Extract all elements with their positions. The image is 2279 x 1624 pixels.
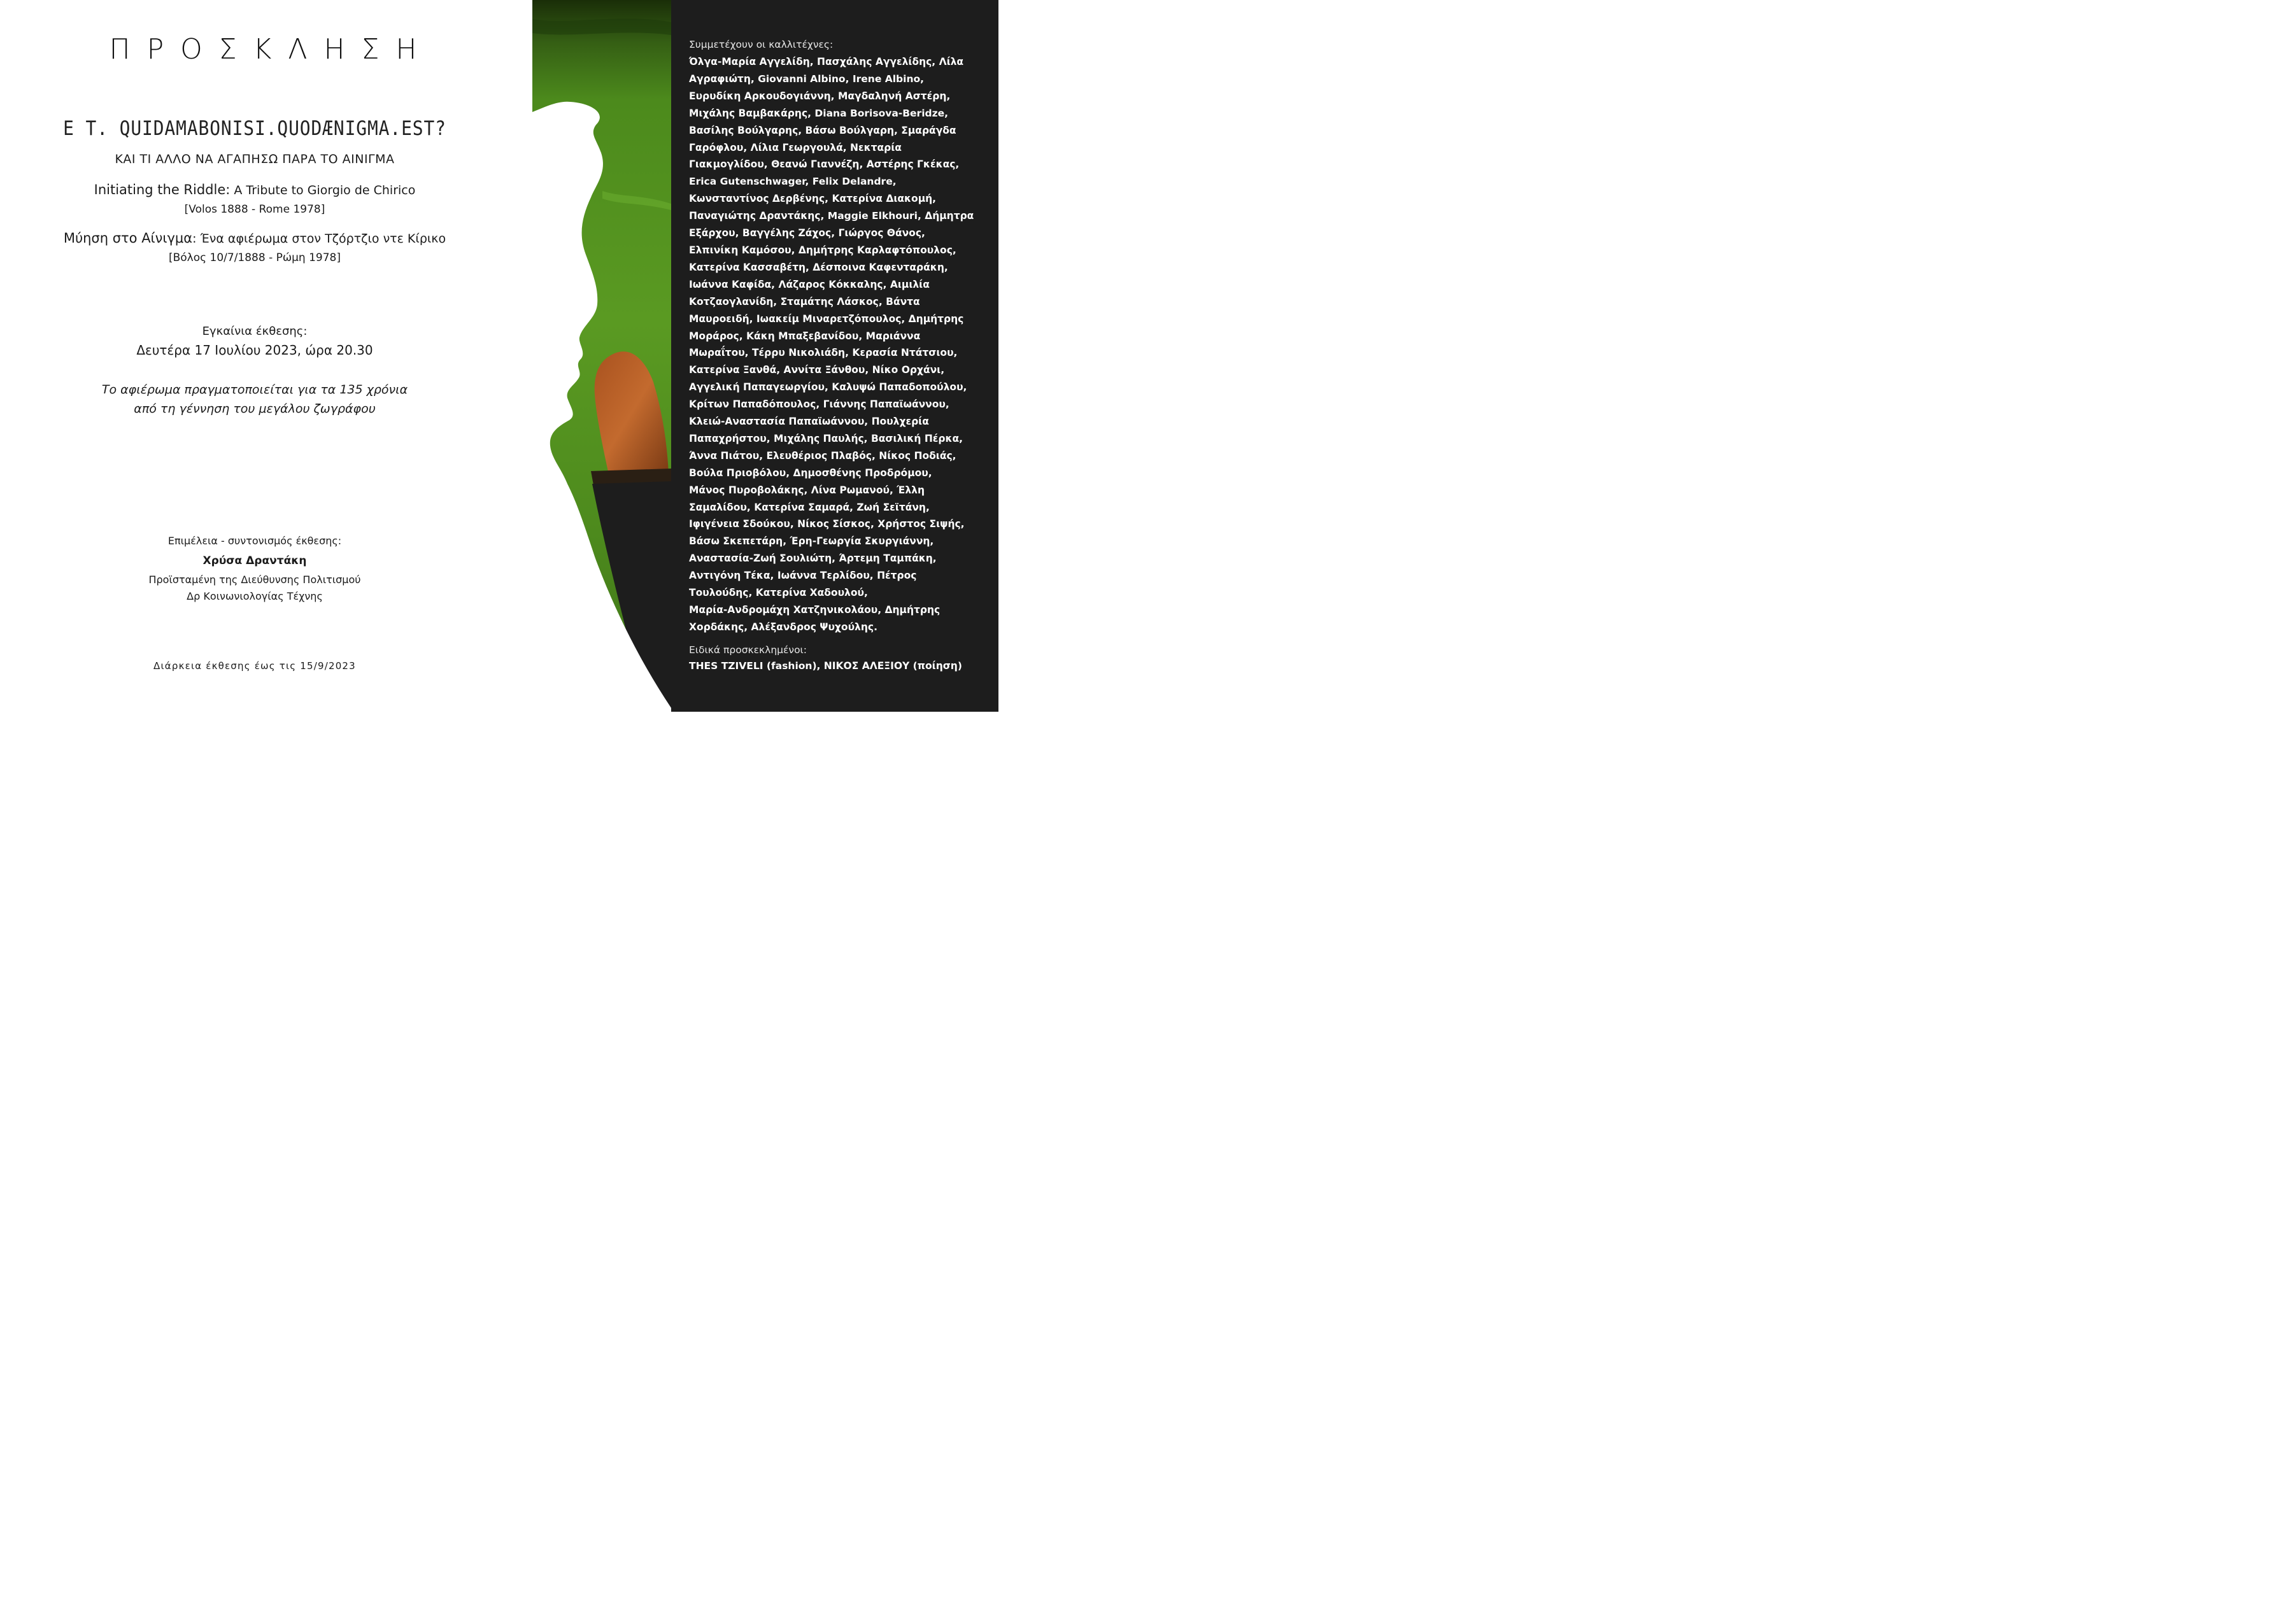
- artist-line: Χορδάκης, Αλέξανδρος Ψυχούλης.: [689, 621, 877, 633]
- artist-line: Αγραφιώτη, Giovanni Albino, Irene Albino,: [689, 73, 925, 85]
- opening-date: Δευτέρα 17 Ιουλίου 2023, ώρα 20.30: [136, 342, 373, 358]
- artist-line: Βούλα Πριοβόλου, Δημοσθένης Προδρόμου,: [689, 467, 932, 479]
- artist-line: Μαυροειδή, Ιωακείμ Μιναρετζόπουλος, Δημήτρης: [689, 313, 964, 325]
- greek-title-rest: : Ένα αφιέρωμα στον Τζόρτζιο ντε Κίρικο: [192, 232, 446, 246]
- artist-line: Ελπινίκη Καμόσου, Δημήτρης Καρλαφτόπουλος,: [689, 244, 956, 256]
- artist-line: Ιωάννα Καφίδα, Λάζαρος Κόκκαλης, Αιμιλία: [689, 278, 930, 290]
- artist-line: Κατερίνα Κασσαβέτη, Δέσποινα Καφενταράκη,: [689, 261, 948, 273]
- artist-line: Αναστασία-Ζωή Σουλιώτη, Άρτεμη Ταμπάκη,: [689, 553, 937, 565]
- curator-degree: Δρ Κοινωνιολογίας Τέχνης: [187, 590, 323, 602]
- tribute-note-line-2: από τη γέννηση του μεγάλου ζωγράφου: [134, 402, 376, 416]
- artist-line: Κλειώ-Αναστασία Παπαϊωάννου, Πουλχερία: [689, 416, 929, 428]
- artist-line: Κατερίνα Ξανθά, Αννίτα Ξάνθου, Νίκο Ορχάνι,: [689, 364, 945, 376]
- artist-line: Μοράρος, Κάκη Μπαξεβανίδου, Μαριάννα: [689, 330, 921, 342]
- greek-subtitle: ΚΑΙ ΤΙ ΑΛΛΟ ΝΑ ΑΓΑΠΗΣΩ ΠΑΡΑ ΤΟ ΑΙΝΙΓΜΑ: [115, 152, 395, 166]
- participant-artists-list: [689, 53, 988, 636]
- participants-panel: [671, 0, 998, 712]
- artist-line: Βασίλης Βούλγαρης, Βάσω Βούλγαρη, Σμαράγδα: [689, 124, 956, 136]
- de-chirico-artwork-strip: [532, 0, 671, 712]
- curation-label: Επιμέλεια - συντονισμός έκθεσης:: [167, 535, 342, 547]
- artist-line: Μαρία-Ανδρομάχη Χατζηνικολάου, Δημήτρης: [689, 604, 941, 616]
- participants-label: Συμμετέχουν οι καλλιτέχνες:: [689, 39, 834, 50]
- artist-line: Κωνσταντίνος Δερβένης, Κατερίνα Διακομή,: [689, 193, 937, 205]
- latin-riddle-inscription: E T. QUIDAMABONISI.QUODÆNIGMA.EST?: [63, 117, 446, 140]
- artist-line: Όλγα-Μαρία Αγγελίδη, Πασχάλης Αγγελίδης, Λίλα: [689, 56, 964, 67]
- curator-name: Χρύσα Δραντάκη: [202, 554, 307, 567]
- invitation-left-panel: [0, 0, 532, 712]
- english-title-main: Initiating the Riddle:: [94, 182, 231, 197]
- invitation-title: ΠΡΟΣΚΛΗΣΗ: [109, 33, 434, 66]
- artist-line: Βάσω Σκεπετάρη, Έρη-Γεωργία Σκυργιάννη,: [689, 535, 934, 547]
- artist-line: Μάνος Πυροβολάκης, Λίνα Ρωμανού, Έλλη: [689, 484, 925, 496]
- artist-line: Σαμαλίδου, Κατερίνα Σαμαρά, Ζωή Σεϊτάνη,: [689, 501, 930, 513]
- artist-line: Κοτζαογλανίδη, Σταμάτης Λάσκος, Βάντα: [689, 295, 920, 307]
- greek-artist-dates: [Βόλος 10/7/1888 - Ρώμη 1978]: [168, 251, 341, 264]
- artist-line: Τουλούδης, Κατερίνα Χαδουλού,: [689, 587, 868, 599]
- artist-line: Μωραΐτου, Τέρρυ Νικολιάδη, Κερασία Ντάτσιου,: [689, 347, 958, 359]
- artist-line: Erica Gutenschwager, Felix Delandre,: [689, 176, 897, 188]
- tribute-note-line-1: Το αφιέρωμα πραγματοποιείται για τα 135 χρόνια: [101, 383, 408, 397]
- artist-line: Παναγιώτης Δραντάκης, Maggie Elkhouri, Δήμητρα: [689, 210, 974, 222]
- english-artist-dates: [Volos 1888 - Rome 1978]: [184, 203, 325, 216]
- opening-label: Εγκαίνια έκθεσης:: [202, 325, 308, 338]
- english-exhibition-title: [0, 182, 509, 197]
- artist-line: Γιακμογλίδου, Θεανώ Γιαννέζη, Αστέρης Γκέκας,: [689, 159, 960, 171]
- greek-title-main: Μύηση στο Αίνιγμα: [63, 230, 193, 246]
- artist-line: Γαρόφλου, Λίλια Γεωργουλά, Νεκταρία: [689, 141, 902, 153]
- english-title-rest: A Tribute to Giorgio de Chirico: [230, 183, 416, 197]
- artist-line: Μιχάλης Βαμβακάρης, Diana Borisova-Beridze,: [689, 107, 949, 119]
- artist-line: Αγγελική Παπαγεωργίου, Καλυψώ Παπαδοπούλου,: [689, 381, 967, 393]
- artist-line: Εξάρχου, Βαγγέλης Ζάχος, Γιώργος Θάνος,: [689, 227, 925, 239]
- curator-role: Προϊσταμένη της Διεύθυνσης Πολιτισμού: [148, 574, 361, 586]
- special-guests: THES TZIVELI (fashion), ΝΙΚΟΣ ΑΛΕΞΙΟΥ (ποίηση): [689, 660, 962, 672]
- artist-line: Άννα Πιάτου, Ελευθέριος Πλαβός, Νίκος Ποδιάς,: [689, 449, 956, 462]
- exhibition-duration: Διάρκεια έκθεσης έως τις 15/9/2023: [153, 660, 356, 672]
- invitation-page: [0, 0, 998, 712]
- artist-line: Ευρυδίκη Αρκουδογιάννη, Μαγδαληνή Αστέρη,: [689, 90, 951, 102]
- artist-line: Κρίτων Παπαδόπουλος, Γιάννης Παπαϊωάννου,: [689, 399, 949, 411]
- greek-exhibition-title: [0, 230, 509, 246]
- artist-line: Αντιγόνη Τέκα, Ιωάννα Τερλίδου, Πέτρος: [689, 570, 917, 582]
- artist-line: Ιφιγένεια Σδούκου, Νίκος Σίσκος, Χρήστος Σιψής,: [689, 518, 965, 530]
- artist-line: Παπαχρήστου, Μιχάλης Παυλής, Βασιλική Πέρκα,: [689, 432, 963, 444]
- special-guests-label: Ειδικά προσκεκλημένοι:: [689, 644, 807, 656]
- artwork-dark-streaks: [532, 18, 671, 35]
